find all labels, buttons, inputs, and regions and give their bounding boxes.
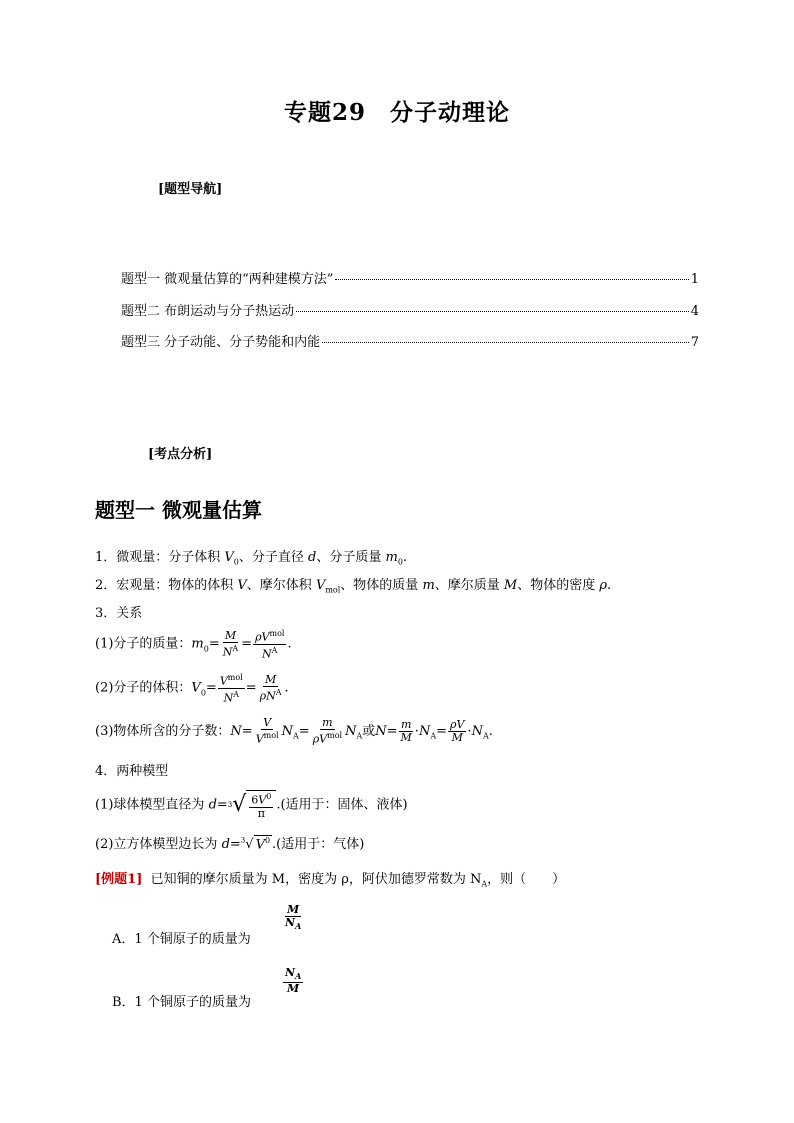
- option-b[interactable]: [112, 991, 251, 1010]
- text: (1)球体模型直径为: [95, 797, 209, 813]
- option-label: A．1 个铜原子的质量为: [112, 932, 251, 947]
- toc-entry-1[interactable]: [121, 268, 699, 287]
- item-micro-quantities: [95, 546, 407, 567]
- text: (3)物体所含的分子数：: [95, 723, 231, 739]
- text: 或: [362, 723, 376, 739]
- symbol: V: [315, 578, 326, 593]
- text: 2．宏观量：物体的体积: [95, 578, 238, 593]
- symbol: V: [237, 578, 247, 593]
- nav-heading: [题型导航]: [158, 182, 223, 197]
- toc-label: 题型一 微观量估算的“两种建模方法”: [121, 272, 334, 287]
- symbol: d: [308, 550, 317, 565]
- subscript: A: [481, 879, 488, 889]
- subscript: 0: [233, 557, 239, 567]
- toc-entry-3[interactable]: [121, 331, 699, 350]
- formula-molecule-count: (3)物体所含的分子数：N= $\frac{V}{V^{mol}}$ $N_A=$ $\frac{m}{\rho V^{mol}}$ $N_A$或N= $\frac{m}{M}$ $\cdot N_A=$ $\frac{\rho V}{M}$ $\cdot N_A$.: [95, 716, 493, 746]
- formula-cube-model: (2)立方体模型边长为 d=$^3$√ $V^0$ .(适用于：气体): [95, 835, 365, 852]
- question-text: 已知铜的摩尔质量为 M，密度为 ρ，阿伏加德罗常数为 N: [150, 872, 482, 887]
- fraction: $\frac{M}{\rho N^A}$: [259, 672, 282, 703]
- numerator: M: [287, 903, 300, 916]
- option-label: B．1 个铜原子的质量为: [112, 995, 251, 1010]
- item-macro-quantities: [95, 574, 611, 595]
- text: ，则（ ）: [487, 872, 566, 887]
- text: .(适用于：气体): [272, 837, 365, 852]
- numerator: N: [285, 966, 296, 979]
- formula-molecule-mass: (1)分子的质量：$m_0=$ $\frac{M}{N^A}$ = $\frac{\rho V^{mol}}{N^A}$ .: [95, 628, 292, 661]
- toc-leader: [335, 279, 688, 280]
- text: (2)分子的体积：: [95, 680, 192, 696]
- toc-entry-2[interactable]: [121, 300, 699, 319]
- text: .: [402, 550, 408, 565]
- toc-label: 题型三 分子动能、分子势能和内能: [121, 335, 321, 350]
- subscript: mol: [325, 585, 341, 595]
- subscript: A: [295, 921, 302, 932]
- formula-molecule-volume: (2)分子的体积：$V_0=$ $\frac{V^{mol}}{N^A}$ = $\frac{M}{\rho N^A}$ .: [95, 672, 289, 705]
- text: 、摩尔质量: [434, 578, 504, 593]
- toc-page: 7: [690, 335, 699, 350]
- option-b-fraction: [282, 967, 304, 995]
- text: .: [607, 578, 612, 593]
- example-question: [95, 868, 565, 889]
- text: (2)立方体模型边长为: [95, 837, 222, 852]
- toc-label: 题型二 布朗运动与分子热运动: [121, 304, 295, 319]
- example-tag: [例题1]: [95, 872, 143, 887]
- option-a-fraction: [282, 904, 304, 932]
- text: (1)分子的质量：: [95, 636, 192, 652]
- cube-root: 3 √ $\frac{6V^0}{\pi}$: [228, 790, 277, 820]
- symbol: m: [422, 578, 435, 593]
- page-title: 专题29 分子动理论: [283, 99, 510, 126]
- fraction: $\frac{M}{N^A}$: [222, 628, 239, 659]
- text: 、分子直径: [238, 550, 309, 565]
- item-relations: 3．关系: [95, 606, 143, 621]
- item-two-models: 4．两种模型: [95, 764, 169, 779]
- text: 、摩尔体积: [246, 578, 316, 593]
- text: 、分子质量: [316, 550, 386, 565]
- subscript: 0: [397, 557, 403, 567]
- toc-page: 1: [690, 272, 699, 287]
- symbol: M: [503, 578, 518, 593]
- symbol: ρ: [599, 578, 608, 593]
- toc-leader: [322, 342, 689, 343]
- text: 、物体的密度: [517, 578, 600, 593]
- fraction: $\frac{m}{\rho V^{mol}}$: [312, 716, 343, 746]
- symbol: m: [385, 550, 398, 565]
- section-heading: 题型一 微观量估算: [95, 498, 262, 522]
- fraction: $\frac{\rho V}{M}$: [450, 717, 465, 744]
- fraction: $\frac{V}{V^{mol}}$: [255, 716, 279, 746]
- text: 、物体的质量: [340, 578, 423, 593]
- denominator: N: [285, 916, 296, 929]
- text: .(适用于：固体、液体): [276, 797, 408, 813]
- subscript: A: [295, 971, 302, 982]
- toc-leader: [296, 311, 689, 312]
- analysis-heading: [考点分析]: [148, 447, 213, 462]
- option-a[interactable]: [112, 928, 251, 947]
- fraction: $\frac{V^{mol}}{N^A}$: [219, 673, 243, 705]
- fraction: $\frac{m}{M}$: [400, 717, 412, 744]
- symbol: V: [224, 550, 234, 565]
- formula-sphere-model: (1)球体模型直径为 d= 3 √ $\frac{6V^0}{\pi}$ .(适用于：固体、液体): [95, 791, 408, 820]
- denominator: M: [287, 982, 300, 996]
- text: 1．微观量：分子体积: [95, 550, 225, 565]
- toc-page: 4: [690, 304, 699, 319]
- fraction: $\frac{\rho V^{mol}}{N^A}$: [255, 629, 285, 661]
